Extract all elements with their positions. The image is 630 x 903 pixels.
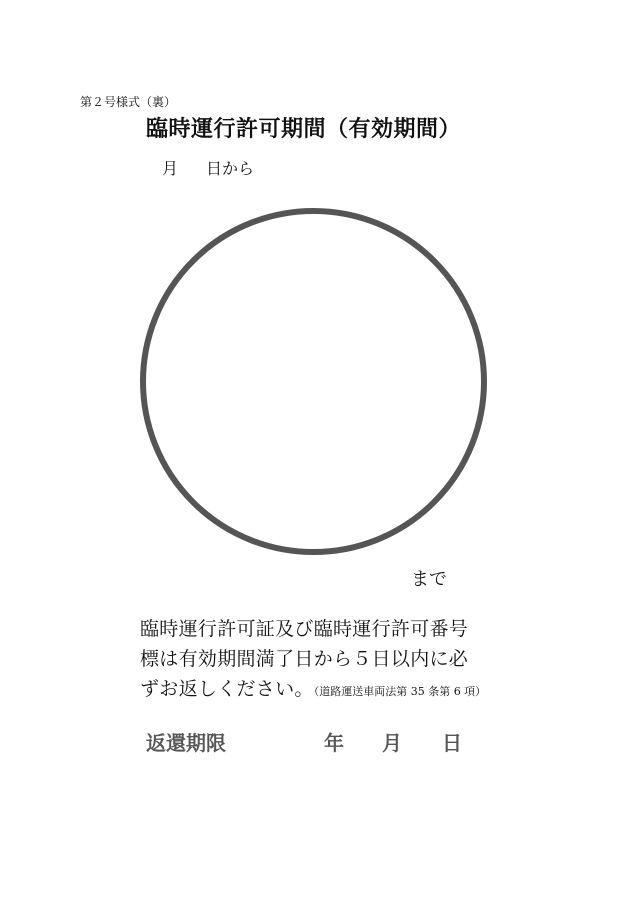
period-from-day-label: 日から bbox=[206, 159, 255, 178]
period-until-label: まで bbox=[411, 569, 447, 590]
return-deadline-month-label: 月 bbox=[382, 731, 402, 755]
period-from-line bbox=[162, 158, 254, 180]
return-deadline-year-label: 年 bbox=[324, 731, 344, 755]
permit-stamp-circle bbox=[140, 208, 487, 555]
period-from-month-label: 月 bbox=[162, 159, 179, 178]
notice-line-3 bbox=[140, 674, 500, 707]
law-reference: （道路運送車両法第 35 条第 6 項） bbox=[313, 685, 487, 698]
page-title: 臨時運行許可期間（有効期間） bbox=[146, 116, 462, 142]
notice-line-3-text: ずお返しください。 bbox=[140, 678, 314, 700]
return-notice bbox=[140, 614, 500, 707]
notice-line-1: 臨時運行許可証及び臨時運行許可番号 bbox=[140, 618, 469, 640]
form-number: 第２号様式（裏） bbox=[80, 95, 177, 109]
return-deadline-label: 返還期限 bbox=[146, 731, 226, 755]
return-deadline-day-label: 日 bbox=[442, 731, 462, 755]
notice-line-2: 標は有効期間満了日から５日以内に必 bbox=[140, 648, 469, 670]
